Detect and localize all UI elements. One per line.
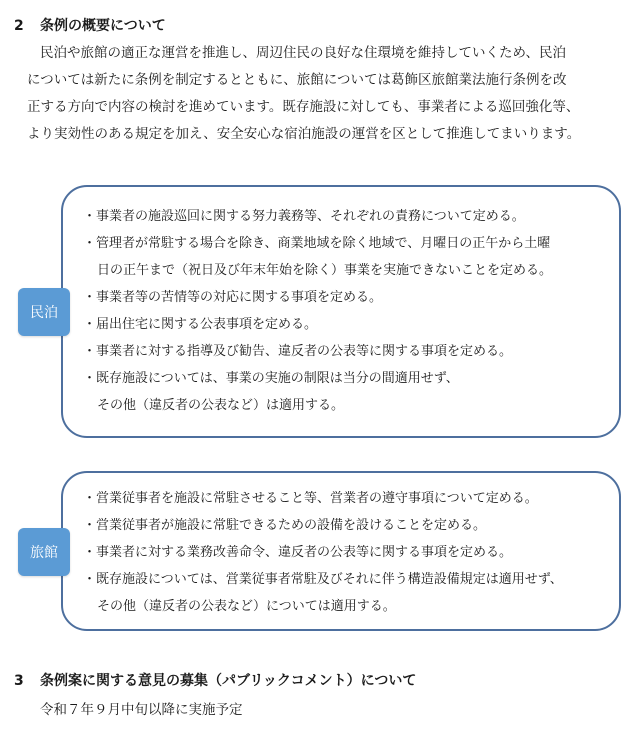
minpaku-label: 民泊 [18, 288, 70, 336]
list-item: ・事業者に対する業務改善命令、違反者の公表等に関する事項を定める。 [83, 545, 513, 560]
paragraph-line: 正する方向で内容の検討を進めています。既存施設に対しても、事業者による巡回強化等、 [27, 99, 580, 115]
section-3-heading [14, 671, 416, 691]
paragraph-line: より実効性のある規定を加え、安全安心な宿泊施設の運営を区として推進してまいります。 [27, 126, 581, 142]
minpaku-box [61, 185, 621, 438]
paragraph-line: については新たに条例を制定するとともに、旅館については葛飾区旅館業法施行条例を改 [27, 72, 567, 88]
list-item: ・既存施設については、営業従事者常駐及びそれに伴う構造設備規定は適用せず、 その他（違反者の公表など）については適用する。 [83, 572, 563, 614]
list-item: ・事業者等の苦情等の対応に関する事項を定める。 [83, 290, 383, 305]
ryokan-label: 旅館 [18, 528, 70, 576]
section-number: 2 [14, 18, 24, 34]
section-title: 条例の概要について [40, 18, 166, 34]
list-item: ・管理者が常駐する場合を除き、商業地域を除く地域で、月曜日の正午から土曜 日の正午まで（祝日及び年末年始を除く）事業を実施できないことを定める。 [83, 236, 553, 278]
list-item: ・営業従事者を施設に常駐させること等、営業者の遵守事項について定める。 [83, 491, 538, 506]
section-2-paragraph [27, 40, 607, 148]
ryokan-list [83, 485, 563, 620]
list-item: ・既存施設については、事業の実施の制限は当分の間適用せず、 その他（違反者の公表など）は適用する。 [83, 371, 459, 413]
list-item: ・事業者に対する指導及び勧告、違反者の公表等に関する事項を定める。 [83, 344, 513, 359]
section-number: 3 [14, 673, 24, 689]
section-2-heading [14, 16, 166, 36]
section-3-body: 令和７年９月中旬以降に実施予定 [40, 702, 243, 718]
minpaku-list [83, 203, 552, 419]
paragraph-line: 民泊や旅館の適正な運営を推進し、周辺住民の良好な住環境を維持していくため、民泊 [40, 45, 566, 61]
ryokan-box [61, 471, 621, 631]
list-item: ・営業従事者が施設に常駐できるための設備を設けることを定める。 [83, 518, 487, 533]
list-item: ・届出住宅に関する公表事項を定める。 [83, 317, 318, 332]
section-title: 条例案に関する意見の募集（パブリックコメント）について [40, 673, 417, 689]
list-item: ・事業者の施設巡回に関する努力義務等、それぞれの責務について定める。 [83, 209, 525, 224]
